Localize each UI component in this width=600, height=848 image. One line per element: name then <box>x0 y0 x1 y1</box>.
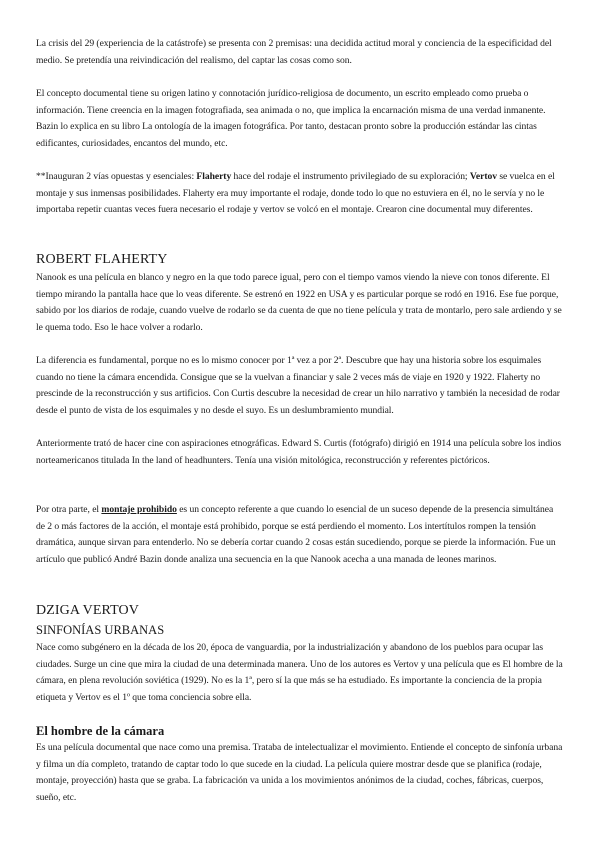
bold-term-vertov: Vertov <box>469 171 497 182</box>
vertov-paragraph-1 <box>36 640 564 706</box>
bold-term-flaherty: Flaherty <box>196 171 232 182</box>
paragraph-text: El concepto documental tiene su origen latino y connotación jurídico-religiosa de documento, un escrito empleado como prueba o información. Tiene creencia en la imagen fotografiada, sea animada o no, que implica la encarnación misma de una verdad inmanente. Bazin lo explica en su libro La ontología de la imagen fotográfica. Por tanto, destacan pronto sobre la producción estándar las cintas edificantes, curiosidades, encantos del mundo, etc. <box>36 88 546 149</box>
paragraph-text: Nace como subgénero en la década de los 20, época de vanguardia, por la industrialización y abandono de los pueblos para ocupar las ciudades. Surge un cine que mira la ciudad de una determinada manera. Uno de los autores es Vertov y una película que es El hombre de la cámara, en plena revolución soviética (1929). No es la 1ª, pero sí la que más se ha estudiado. Es importante la conciencia de la propia etiqueta y Vertov es el 1º que toma conciencia sobre ella. <box>36 642 563 703</box>
text-run: **Inauguran 2 vías opuestas y esenciales: <box>36 171 197 182</box>
intro-paragraph-2 <box>36 86 564 152</box>
paragraph-text: Anteriormente trató de hacer cine con aspiraciones etnográficas. Edward S. Curtis (fotógrafo) dirigió en 1914 una película sobre los indios norteamericanos titulada In the land of headhunters. Tenía una visión mitológica, reconstrucción y referentes pictóricos. <box>36 438 562 466</box>
text-run: hace del rodaje el instrumento privilegiado de su exploración; <box>231 171 470 182</box>
flaherty-paragraph-2 <box>36 353 564 419</box>
intro-paragraph-3 <box>36 169 564 219</box>
section-title-hombre <box>36 723 564 739</box>
section-heading: ROBERT FLAHERTY <box>36 252 168 267</box>
vertov-paragraph-2 <box>36 740 564 806</box>
flaherty-paragraph-1 <box>36 270 564 336</box>
paragraph-text: Nanook es una película en blanco y negro en la que todo parece igual, pero con el tiempo vamos viendo la nieve con tonos diferente. El tiempo mirando la pantalla hace que lo veas diferente. Se estrenó en 1922 en USA y es particular porque se rodó en 1916. Ese fue porque, sabido por los diarios de rodaje, cuando vuelve de rodarlo se da cuenta de que no tiene película y trata de montarlo, pero sale ardiendo y se le quema todo. Eso le hace volver a rodarlo. <box>36 272 562 333</box>
paragraph-text <box>36 502 564 568</box>
paragraph-text <box>36 169 564 219</box>
paragraph-text: La crisis del 29 (experiencia de la catástrofe) se presenta con 2 premisas: una decidida actitud moral y conciencia de la especificidad del medio. Se pretendía una reivindicación del realismo, del captar las cosas como son. <box>36 38 552 66</box>
paragraph-text: La diferencia es fundamental, porque no es lo mismo conocer por 1ª vez a por 2ª. Descubre que hay una historia sobre los esquimales cuando no tiene la cámara encendida. Consigue que se la vuelvan a financiar y sale 2 veces más de viaje en 1920 y 1922. Flaherty no prescinde de la reconstrucción y sus artificios. Con Curtis descubre la necesidad de crear un hilo narrativo y también la necesidad de rodar desde el punto de vista de los esquimales y no desde el suyo. Es un deslumbramiento mundial. <box>36 355 560 416</box>
section-heading-vertov <box>36 602 564 620</box>
intro-paragraph-1 <box>36 36 564 69</box>
paragraph-text: Es una película documental que nace como una premisa. Trataba de intelectualizar el movimiento. Entiende el concepto de sinfonía urbana y filma un día completo, tratando de captar todo lo que sucede en la ciudad. La película quiere mostrar desde que se planifica (rodaje, montaje, proyección) hasta que se graba. La fabricación va unida a los movimientos anónimos de la ciudad, coches, fábricas, cuerpos, sueño, etc. <box>36 742 563 803</box>
section-heading-flaherty <box>36 251 564 269</box>
text-run: Por otra parte, el <box>36 504 102 515</box>
bold-section-title: El hombre de la cámara <box>36 724 165 738</box>
flaherty-paragraph-4 <box>36 502 564 568</box>
underlined-term: montaje prohibido <box>101 504 177 515</box>
section-heading: DZIGA VERTOV <box>36 603 139 618</box>
subheading-sinfonias <box>36 622 564 638</box>
flaherty-paragraph-3 <box>36 436 564 469</box>
sub-heading: SINFONÍAS URBANAS <box>36 623 165 637</box>
text-run: se vuelca en el montaje y sus inmensas posibilidades. Flaherty era muy importante el rodaje, donde todo lo que no estuviera en él, no le servía y no le importaba repetir cuantas veces fuera necesario el rodaje y vertov se volcó en el montaje. Crearon cine documental muy diferentes. <box>36 171 555 216</box>
text-run: es un concepto referente a que cuando lo esencial de un suceso depende de la presencia simultánea de 2 o más factores de la acción, el montaje está prohibido, porque se está perdiendo el momento. Los intertítulos rompen la tensión dramática, aunque sirvan para entenderlo. No se debería cortar cuando 2 cosas están sucediendo, porque se pierde la información. Fue un artículo que publicó André Bazin donde analiza una secuencia en la que Nanook acecha a una manada de leones marinos. <box>36 504 556 565</box>
